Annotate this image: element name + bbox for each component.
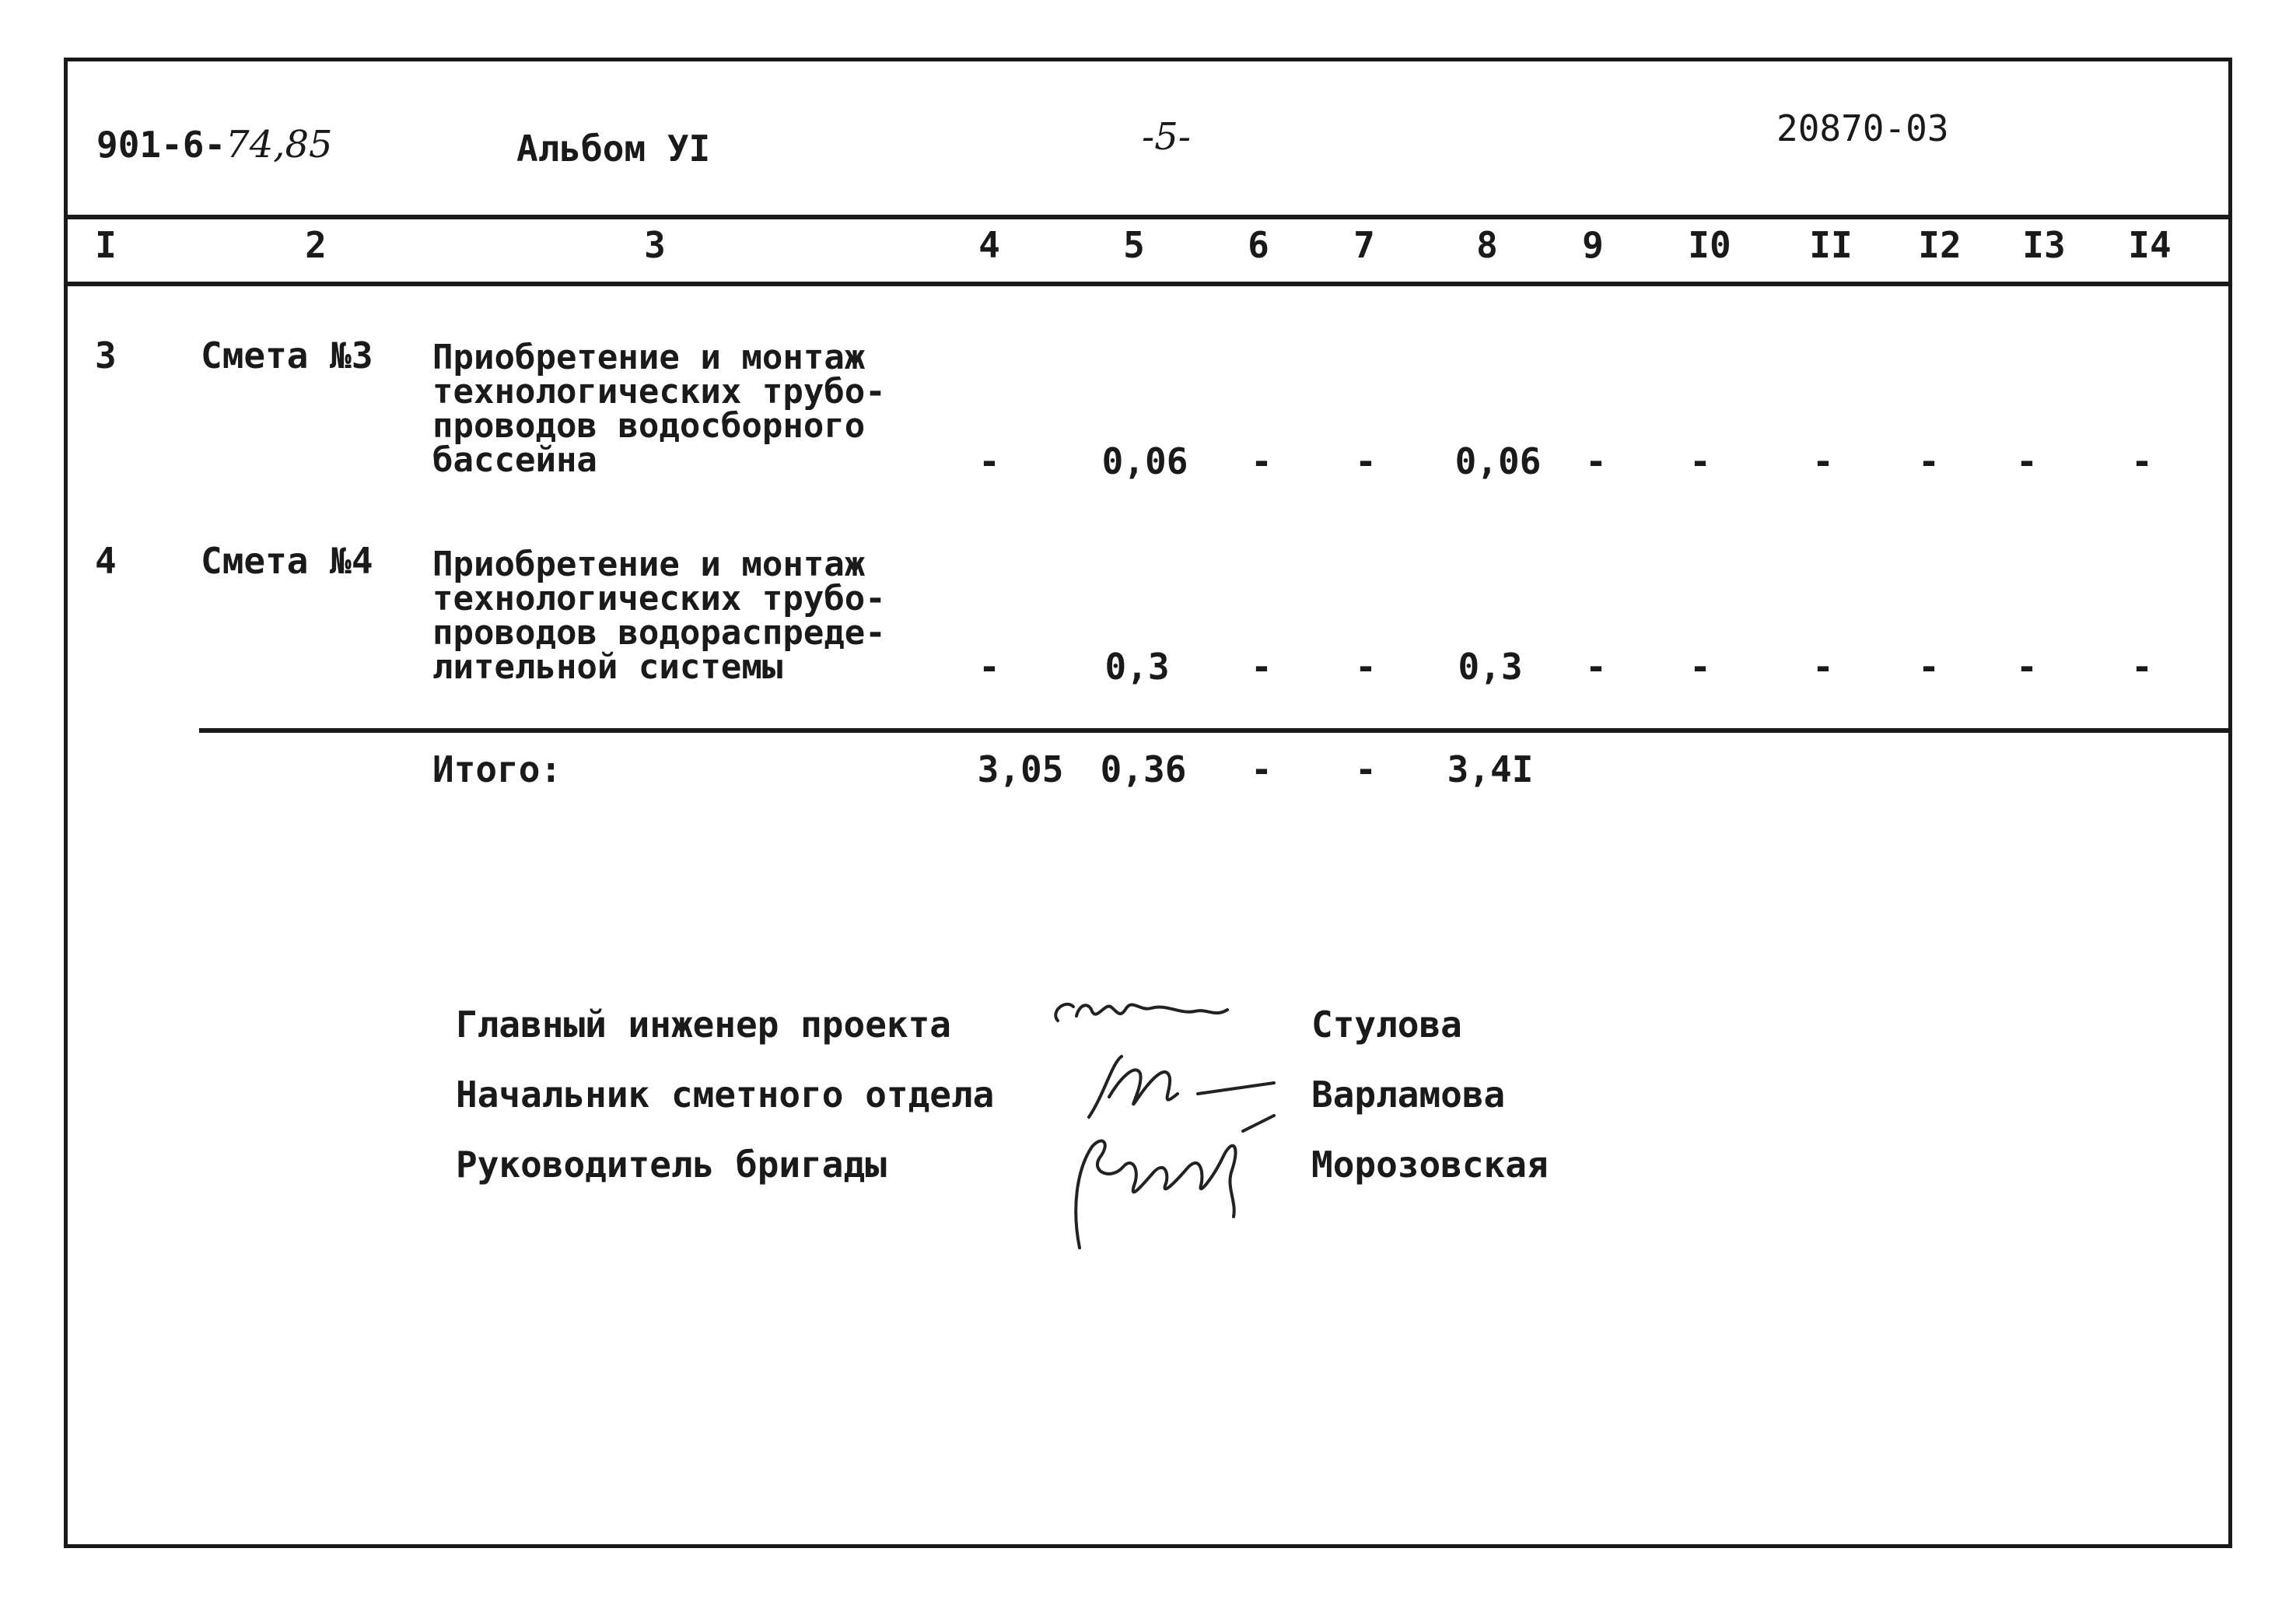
value-cell: - bbox=[1585, 646, 1607, 688]
value-cell: - bbox=[1918, 646, 1940, 688]
doc-code-handwritten: 74,85 bbox=[226, 123, 333, 166]
value-cell: - bbox=[1812, 440, 1834, 482]
column-number: 9 bbox=[1582, 224, 1604, 266]
column-number: 6 bbox=[1248, 224, 1269, 266]
table-top-rule bbox=[67, 215, 2229, 219]
signatory-title: Руководитель бригады bbox=[456, 1144, 887, 1186]
value-cell: - bbox=[1689, 440, 1711, 482]
total-value: 3,05 bbox=[977, 748, 1064, 790]
column-number: II bbox=[1809, 224, 1853, 266]
column-number: 4 bbox=[978, 224, 1000, 266]
value-cell: - bbox=[2016, 440, 2038, 482]
total-rule bbox=[199, 728, 2229, 733]
archive-number: 20870-03 bbox=[1776, 107, 1949, 149]
value-cell: - bbox=[2131, 440, 2153, 482]
value-cell: 0,06 bbox=[1454, 440, 1542, 482]
value-cell: - bbox=[2131, 646, 2153, 688]
value-cell: 0,06 bbox=[1101, 440, 1188, 482]
table-header-rule bbox=[67, 282, 2229, 286]
signatory-name: Варламова bbox=[1311, 1074, 1506, 1116]
signatory-title: Начальник сметного отдела bbox=[456, 1074, 995, 1116]
row-number: 3 bbox=[95, 335, 117, 377]
column-number: I bbox=[95, 224, 117, 266]
column-number: 8 bbox=[1476, 224, 1498, 266]
estimate-label: Смета №4 bbox=[201, 540, 373, 582]
total-value: 0,36 bbox=[1100, 748, 1187, 790]
row-number: 4 bbox=[95, 540, 117, 582]
total-value: 3,4I bbox=[1447, 748, 1534, 790]
value-cell: - bbox=[1689, 646, 1711, 688]
column-number: 7 bbox=[1353, 224, 1375, 266]
signatory-name: Стулова bbox=[1311, 1004, 1462, 1046]
column-number: I2 bbox=[1918, 224, 1962, 266]
value-cell: 0,3 bbox=[1458, 646, 1523, 688]
value-cell: - bbox=[978, 646, 1000, 688]
column-number: I0 bbox=[1688, 224, 1731, 266]
column-number: I4 bbox=[2128, 224, 2172, 266]
column-number: 2 bbox=[305, 224, 327, 266]
value-cell: 0,3 bbox=[1104, 646, 1170, 688]
work-description: Приобретение и монтаж технологических трубо-проводов водосборного бассейна bbox=[432, 338, 886, 480]
page-number: -5- bbox=[1142, 115, 1191, 159]
doc-code bbox=[96, 123, 333, 166]
total-value: - bbox=[1355, 748, 1377, 790]
signature-brigade-head bbox=[1048, 1100, 1313, 1256]
value-cell: - bbox=[1918, 440, 1940, 482]
signature-chief-engineer bbox=[1042, 980, 1283, 1042]
value-cell: - bbox=[1355, 440, 1377, 482]
value-cell: - bbox=[1251, 646, 1272, 688]
total-label: Итого: bbox=[432, 748, 562, 790]
value-cell: - bbox=[1251, 440, 1272, 482]
column-number: 3 bbox=[644, 224, 666, 266]
value-cell: - bbox=[1812, 646, 1834, 688]
column-number: I3 bbox=[2022, 224, 2066, 266]
signatory-title: Главный инженер проекта bbox=[456, 1004, 951, 1046]
total-value: - bbox=[1251, 748, 1272, 790]
column-number: 5 bbox=[1123, 224, 1145, 266]
value-cell: - bbox=[2016, 646, 2038, 688]
work-description: Приобретение и монтаж технологических трубо-проводов водораспреде-лительной системы bbox=[432, 545, 886, 687]
value-cell: - bbox=[1585, 440, 1607, 482]
value-cell: - bbox=[1355, 646, 1377, 688]
album-label: Альбом УІ bbox=[516, 128, 711, 170]
signatory-name: Морозовская bbox=[1311, 1144, 1549, 1186]
doc-code-printed: 901-6- bbox=[96, 124, 226, 166]
estimate-label: Смета №3 bbox=[201, 335, 373, 377]
value-cell: - bbox=[978, 440, 1000, 482]
